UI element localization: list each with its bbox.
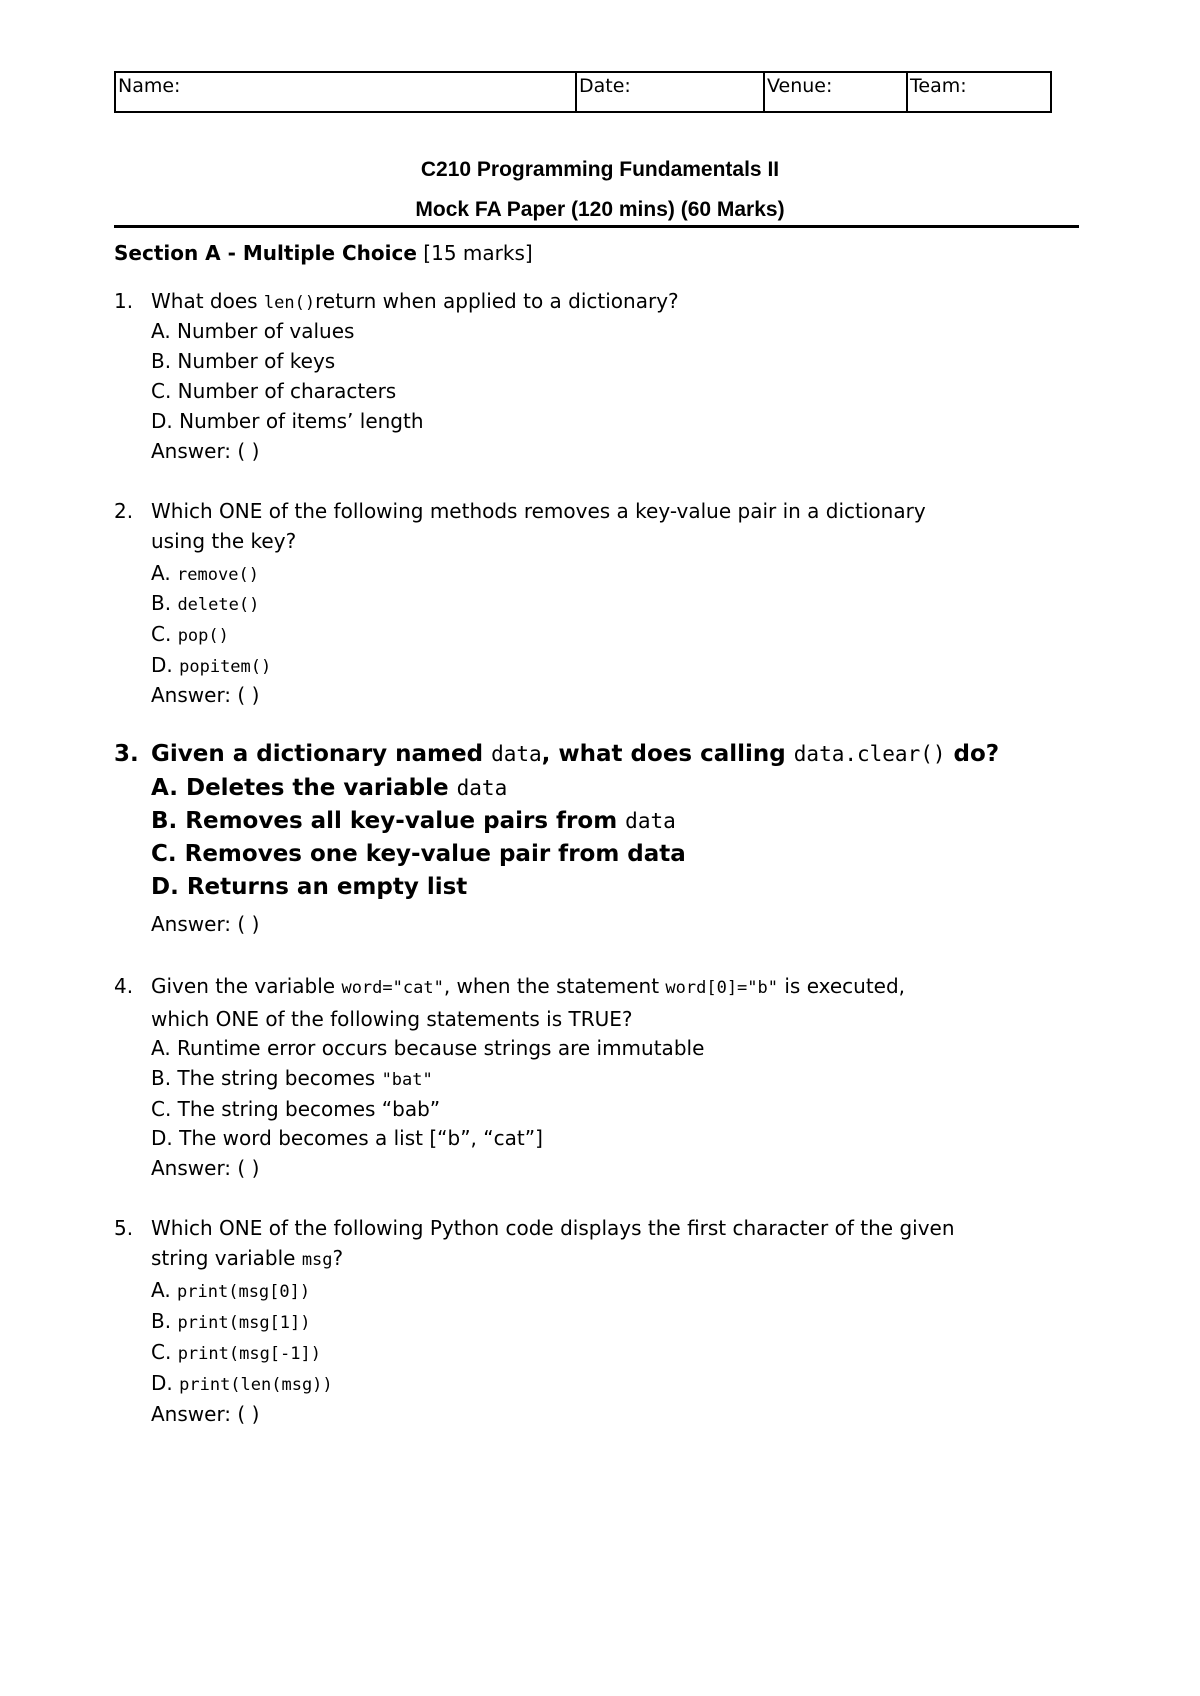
header-table: [114, 71, 1052, 113]
question-number: 4.: [114, 974, 134, 998]
option-c: C. print(msg[-1]): [151, 1340, 321, 1364]
question-number: 3.: [114, 741, 139, 767]
question-text-cont: which ONE of the following statements is TRUE?: [151, 1007, 633, 1031]
venue-label: Venue:: [767, 75, 833, 97]
code-snippet: remove(): [177, 565, 259, 585]
code-snippet: data: [625, 809, 676, 833]
code-snippet: word="cat": [341, 978, 444, 998]
question-text: Given a dictionary named data, what does calling data.clear() do?: [151, 741, 1000, 767]
course-title: C210 Programming Fundamentals II: [420, 158, 780, 181]
option-b: B. print(msg[1]): [151, 1309, 311, 1333]
code-snippet: popitem(): [179, 657, 272, 677]
question-number: 2.: [114, 499, 134, 523]
question-number: 1.: [114, 289, 134, 313]
option-c: C. pop(): [151, 622, 229, 646]
option-d: D. Returns an empty list: [151, 874, 468, 900]
section-marks: [15 marks]: [423, 241, 533, 265]
answer-field[interactable]: Answer: ( ): [151, 439, 260, 463]
question-text-cont: string variable msg?: [151, 1246, 344, 1270]
date-label: Date:: [579, 75, 631, 97]
question-text: Which ONE of the following methods removes a key-value pair in a dictionary: [151, 499, 926, 523]
option-c: C. Number of characters: [151, 379, 397, 403]
code-snippet: print(len(msg)): [179, 1375, 333, 1395]
name-field[interactable]: [116, 73, 577, 111]
answer-field[interactable]: Answer: ( ): [151, 1156, 260, 1180]
name-label: Name:: [118, 75, 181, 97]
code-snippet: print(msg[0]): [177, 1282, 311, 1302]
option-b: B. Removes all key-value pairs from data: [151, 808, 676, 834]
code-snippet: pop(): [177, 626, 229, 646]
option-d: D. The word becomes a list [“b”, “cat”]: [151, 1126, 543, 1150]
code-snippet: delete(): [177, 595, 260, 615]
answer-field[interactable]: Answer: ( ): [151, 912, 260, 936]
option-d: D. popitem(): [151, 653, 272, 677]
question-text: Given the variable word="cat", when the statement word[0]="b" is executed,: [151, 974, 906, 998]
code-snippet: len(): [263, 293, 316, 313]
option-c: C. Removes one key-value pair from data: [151, 841, 686, 867]
question-text: What does len()return when applied to a dictionary?: [151, 289, 679, 313]
section-title: Section A - Multiple Choice: [114, 241, 417, 265]
option-b: B. delete(): [151, 591, 260, 615]
option-a: A. Runtime error occurs because strings are immutable: [151, 1036, 705, 1060]
option-a: A. Deletes the variable data: [151, 775, 508, 801]
option-a: A. Number of values: [151, 319, 355, 343]
team-label: Team:: [910, 75, 967, 97]
code-snippet: word[0]="b": [665, 978, 778, 998]
option-a: A. remove(): [151, 561, 259, 585]
option-d: D. print(len(msg)): [151, 1371, 333, 1395]
question-number: 5.: [114, 1216, 134, 1240]
paper-title: Mock FA Paper (120 mins) (60 Marks): [415, 198, 785, 221]
title-divider: [114, 225, 1079, 228]
option-b: B. Number of keys: [151, 349, 336, 373]
section-heading: [114, 241, 533, 265]
code-snippet: data: [491, 742, 542, 766]
date-field[interactable]: [577, 73, 765, 111]
option-b: B. The string becomes "bat": [151, 1066, 433, 1090]
question-text-cont: using the key?: [151, 529, 297, 553]
answer-field[interactable]: Answer: ( ): [151, 1402, 260, 1426]
venue-field[interactable]: [765, 73, 908, 111]
question-text: Which ONE of the following Python code displays the first character of the given: [151, 1216, 955, 1240]
code-snippet: data: [456, 776, 508, 800]
answer-field[interactable]: Answer: ( ): [151, 683, 260, 707]
code-snippet: print(msg[-1]): [177, 1344, 321, 1364]
code-snippet: "bat": [381, 1070, 433, 1090]
code-snippet: msg: [301, 1250, 333, 1270]
team-field[interactable]: [908, 73, 1050, 111]
option-c: C. The string becomes “bab”: [151, 1097, 441, 1121]
code-snippet: data.clear(): [793, 742, 946, 766]
option-d: D. Number of items’ length: [151, 409, 424, 433]
code-snippet: print(msg[1]): [177, 1313, 311, 1333]
option-a: A. print(msg[0]): [151, 1278, 311, 1302]
